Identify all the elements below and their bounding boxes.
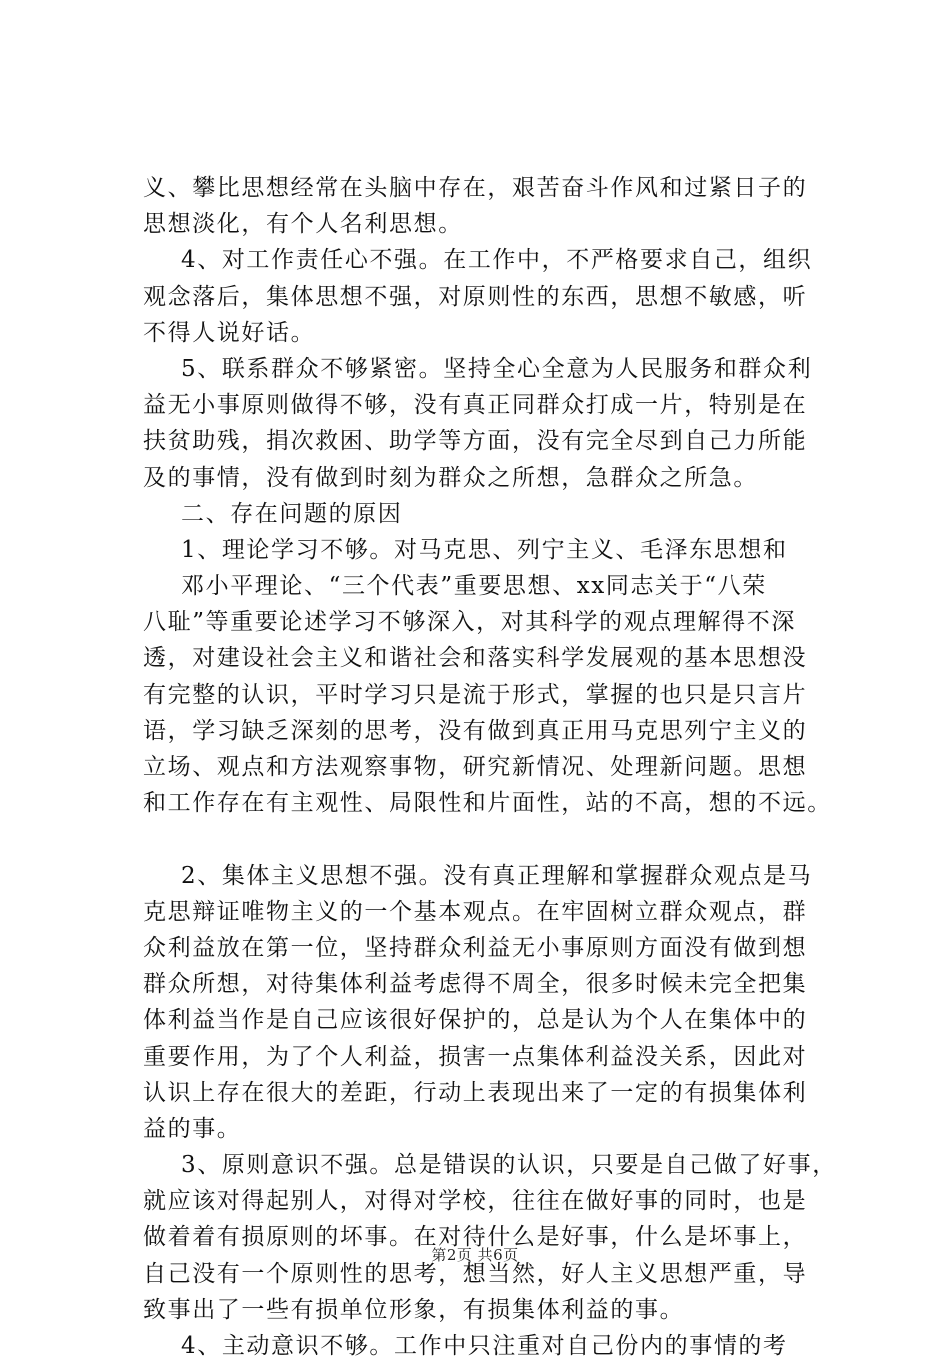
text-line: 做着着有损原则的坏事。在对待什么是好事，什么是坏事上， xyxy=(143,1224,808,1251)
section-heading: 二、存在问题的原因 xyxy=(181,500,403,527)
text-line: 扶贫助残，捐次救困、助学等方面，没有完全尽到自己力所能 xyxy=(143,428,808,455)
text-line: 义、攀比思想经常在头脑中存在，艰苦奋斗作风和过紧日子的 xyxy=(143,175,808,201)
text-line: 益无小事原则做得不够，没有真正同群众打成一片，特别是在 xyxy=(143,392,808,419)
text-line: 体利益当作是自己应该很好保护的，总是认为个人在集体中的 xyxy=(143,1007,808,1034)
text-line: 自己没有一个原则性的思考，想当然，好人主义思想严重，导 xyxy=(143,1260,808,1287)
text-line: 致事出了一些有损单位形象，有损集体利益的事。 xyxy=(143,1296,685,1323)
text-line: 3、原则意识不强。总是错误的认识，只要是自己做了好事， xyxy=(181,1152,837,1179)
text-line: 益的事。 xyxy=(143,1115,242,1142)
text-line: 2、集体主义思想不强。没有真正理解和掌握群众观点是马 xyxy=(181,862,813,889)
paragraph-spacer xyxy=(143,821,833,857)
text-line: 八耻”等重要论述学习不够深入，对其科学的观点理解得不深 xyxy=(143,609,796,636)
text-line: 立场、观点和方法观察事物，研究新情况、处理新问题。思想 xyxy=(143,754,808,780)
text-line: 1、理论学习不够。对马克思、列宁主义、毛泽东思想和 xyxy=(181,536,788,563)
text-line: 有完整的认识，平时学习只是流于形式，掌握的也只是只言片 xyxy=(143,681,808,708)
text-line: 5、联系群众不够紧密。坚持全心全意为人民服务和群众利 xyxy=(181,355,813,382)
text-line: 4、对工作责任心不强。在工作中，不严格要求自己，组织 xyxy=(181,247,813,274)
text-line: 群众所想，对待集体利益考虑得不周全，很多时候未完全把集 xyxy=(143,971,808,998)
page-footer xyxy=(0,1244,950,1265)
text-line: 认识上存在很大的差距，行动上表现出来了一定的有损集体利 xyxy=(143,1079,808,1106)
text-line: 思想淡化，有个人名利思想。 xyxy=(143,211,463,238)
text-line: 4、主动意识不够。工作中只注重对自己份内的事情的考 xyxy=(181,1333,788,1359)
text-line: 观念落后，集体思想不强，对原则性的东西，思想不敏感，听 xyxy=(143,283,808,310)
text-line: 语，学习缺乏深刻的思考，没有做到真正用马克思列宁主义的 xyxy=(143,717,808,744)
text-line: 重要作用，为了个人利益，损害一点集体利益没关系，因此对 xyxy=(143,1043,808,1070)
text-line: 和工作存在有主观性、局限性和片面性，站的不高，想的不远。 xyxy=(143,790,832,817)
text-line: 邓小平理论、“三个代表”重要思想、xx同志关于“八荣 xyxy=(181,573,767,600)
text-line: 就应该对得起别人，对得对学校，往往在做好事的同时，也是 xyxy=(143,1188,808,1215)
text-line: 不得人说好话。 xyxy=(143,319,316,346)
text-line: 克思辩证唯物主义的一个基本观点。在牢固树立群众观点，群 xyxy=(143,898,808,925)
document-body xyxy=(143,170,837,1364)
text-line: 众利益放在第一位，坚持群众利益无小事原则方面没有做到想 xyxy=(143,934,808,961)
text-line: 及的事情，没有做到时刻为群众之所想，急群众之所急。 xyxy=(143,464,758,491)
page-number-label: 第2页 共6页 xyxy=(431,1246,519,1264)
text-line: 透，对建设社会主义和谐社会和落实科学发展观的基本思想没 xyxy=(143,645,808,672)
